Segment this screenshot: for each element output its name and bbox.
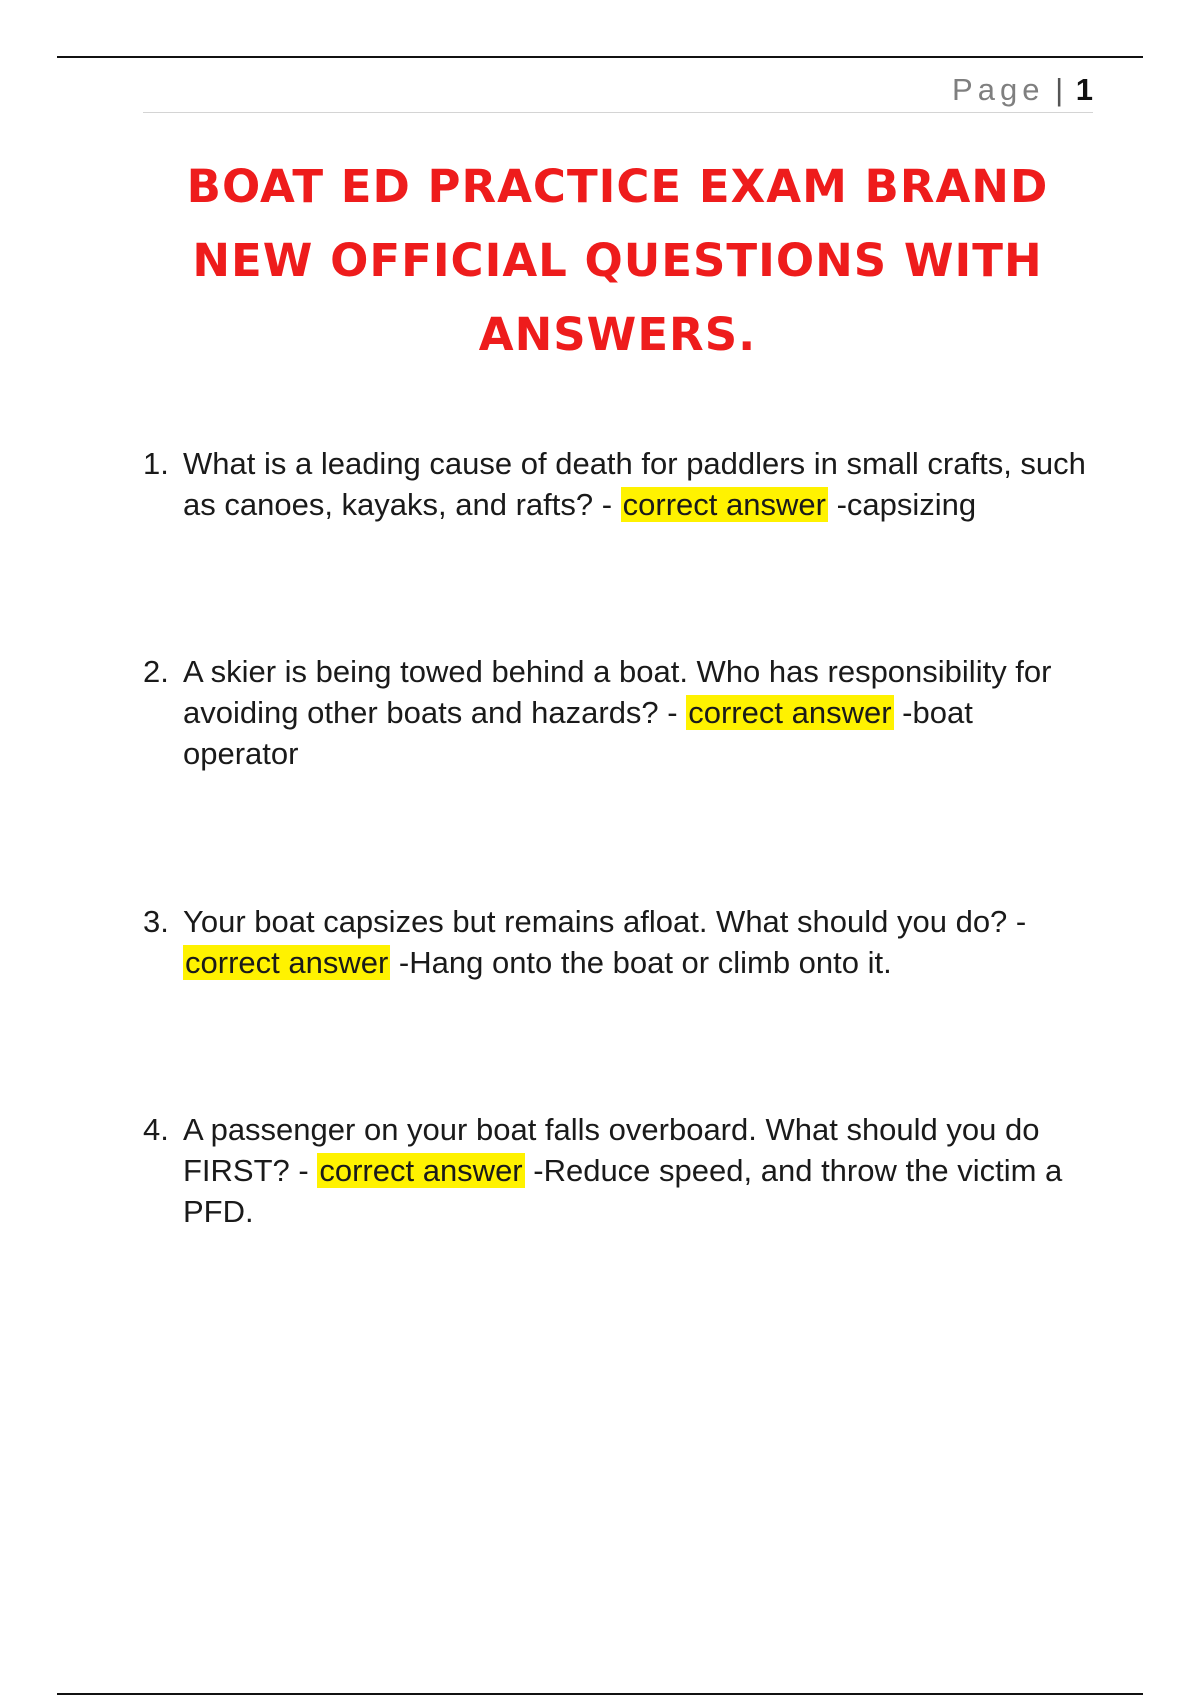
question-number: 4.: [143, 1112, 169, 1147]
correct-answer-highlight: correct answer: [185, 945, 389, 980]
top-rule: [57, 56, 1143, 58]
page-header: [143, 68, 1093, 113]
question-body: [183, 901, 1093, 983]
answer-text: -Reduce speed, and throw the victim a PFD.: [183, 1153, 1063, 1229]
question-number: 3.: [143, 904, 169, 939]
question-item-1: [143, 443, 1093, 525]
title-line-2: NEW OFFICIAL QUESTIONS WITH: [192, 234, 1043, 287]
title-line-3: ANSWERS.: [478, 308, 757, 361]
answer-text: -capsizing: [827, 487, 977, 522]
question-body: [183, 651, 1093, 774]
question-text: What is a leading cause of death for paddlers in small crafts, such as canoes, kayaks, and rafts? -: [183, 446, 1086, 522]
answer-text: -Hang onto the boat or climb onto it.: [390, 945, 892, 980]
correct-answer-highlight: correct answer: [319, 1153, 523, 1188]
question-body: [183, 443, 1093, 525]
correct-answer-highlight: correct answer: [688, 695, 892, 730]
page-separator: |: [1055, 72, 1064, 107]
question-text: Your boat capsizes but remains afloat. What should you do? -: [183, 904, 1027, 939]
question-text: A skier is being towed behind a boat. Who has responsibility for avoiding other boats and hazards? -: [183, 654, 1052, 730]
page-label: Page: [952, 72, 1045, 107]
question-text: A passenger on your boat falls overboard. What should you do FIRST? -: [183, 1112, 1040, 1188]
correct-answer-highlight: correct answer: [622, 487, 826, 522]
question-item-4: [143, 1109, 1093, 1232]
question-item-3: [143, 901, 1093, 983]
title-line-1: BOAT ED PRACTICE EXAM BRAND: [186, 160, 1049, 213]
question-body: [183, 1109, 1093, 1232]
document-title: [140, 150, 1095, 372]
question-item-2: [143, 651, 1093, 774]
answer-text: -boat operator: [183, 695, 973, 771]
bottom-rule: [57, 1693, 1143, 1695]
question-number: 1.: [143, 446, 169, 481]
page-number: 1: [1075, 72, 1093, 107]
question-number: 2.: [143, 654, 169, 689]
